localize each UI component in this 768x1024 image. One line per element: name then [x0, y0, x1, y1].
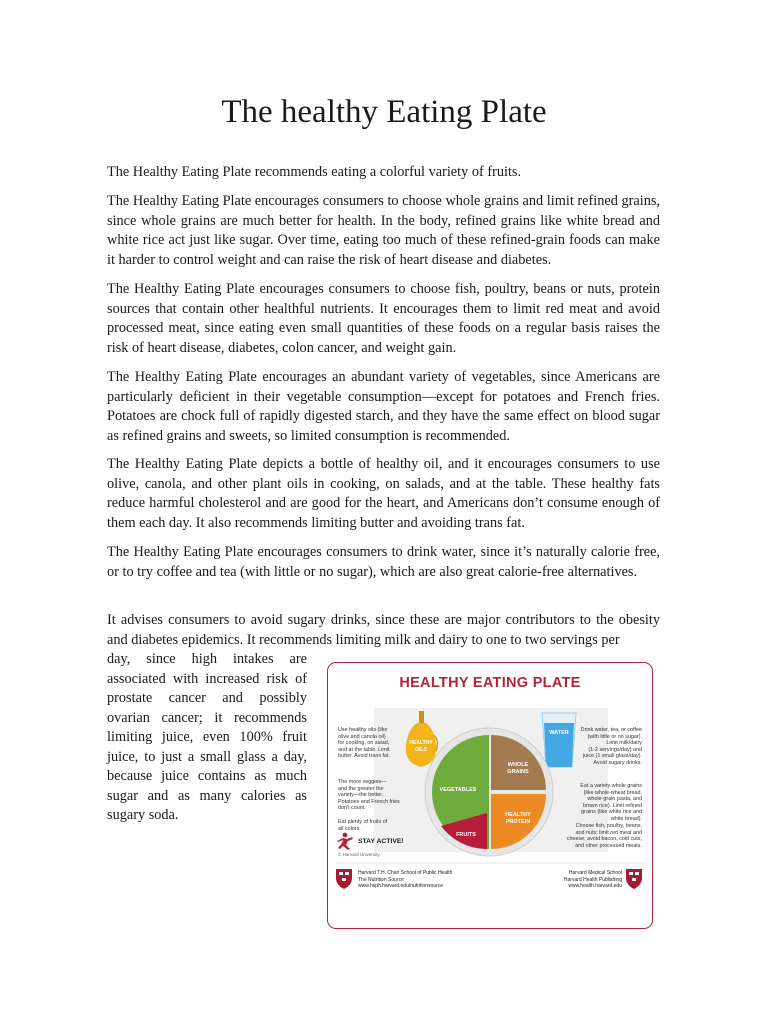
- fruits-label: FRUITS: [456, 832, 476, 838]
- water-note: Drink water, tea, or coffee (with little or no sugar). Limit milk/dairy (1-2 servings/day) and juice (1 small glass/day). Avoid sugary drinks.: [580, 727, 642, 766]
- running-person-icon: [337, 833, 353, 850]
- paragraph-protein: The Healthy Eating Plate encourages consumers to choose fish, poultry, beans or nuts, protein sources that contain other healthful nutrients. It encourages them to limit red meat and avoid processed meat, since eating even small quantities of these foods on a regular basis raises the risk of heart disease, diabetes, colon cancer, and weight gain.: [107, 281, 660, 356]
- paragraph-dairy-juice: day, since high intakes are associated with increased risk of prostate cancer and possibly ovarian cancer; it recommends limiting juice, even 100% fruit juice, to just a small glass a day, because juice contains as much sugar and as many calories as sugary soda.: [107, 651, 307, 823]
- paragraph-healthy-oil: The Healthy Eating Plate depicts a bottle of healthy oil, and it encourages consumers to use olive, canola, and other plant oils in cooking, on salads, and at the table. These healthy fats reduce harmful cholesterol and are good for the heart, and Americans don’t consume enough of them each day. It also recommends limiting butter and avoiding trans fat.: [107, 456, 660, 531]
- infographic-title: HEALTHY EATING PLATE: [399, 675, 581, 691]
- oils-label-line1: HEALTHY: [409, 740, 433, 746]
- oils-note: Use healthy oils (like olive and canola oil) for cooking, on salad, and at the table. Limit butter. Avoid trans fat.: [338, 727, 391, 760]
- page-title: The healthy Eating Plate: [221, 94, 547, 130]
- paragraph-fruits: The Healthy Eating Plate recommends eating a colorful variety of fruits.: [107, 164, 522, 180]
- grains-note: Eat a variety whole grains (like whole-wheat bread, whole-grain pasta, and brown rice). Limit refined grains (like white rice and white bread).: [580, 783, 642, 822]
- harvard-shield-left-icon: [336, 869, 352, 889]
- paragraph-whole-grains: The Healthy Eating Plate encourages consumers to choose whole grains and limit refined grains, since whole grains are much better for health. In the body, refined grains like white bread and white rice act just like sugar. Over time, eating too much of these refined-grain foods can make it harder to control weight and can raise the risk of heart disease and diabetes.: [107, 193, 660, 268]
- stay-active-label: STAY ACTIVE!: [358, 838, 404, 845]
- whole-grains-label-line2: GRAINS: [507, 769, 529, 775]
- harvard-shield-right-icon: [626, 869, 642, 889]
- oils-label-line2: OILS: [415, 747, 427, 753]
- footer-right-credit: Harvard Medical School Harvard Health Publishing www.health.harvard.edu: [563, 870, 622, 889]
- fruits-note: Eat plenty of fruits of all colors.: [338, 819, 388, 832]
- healthy-protein-label-line2: PROTEIN: [505, 819, 531, 825]
- paragraph-sugary-drinks: It advises consumers to avoid sugary drinks, since these are major contributors to the obesity and diabetes epidemics. It recommends limiting milk and dairy to one to two servings per: [107, 612, 660, 648]
- water-label: WATER: [549, 730, 569, 736]
- healthy-protein-label-line1: HEALTHY: [505, 812, 531, 818]
- copyright-text: © Harvard University: [338, 852, 380, 857]
- veggies-note: The more veggies— and the greater the variety—the better. Potatoes and French fries don't count.: [338, 779, 400, 812]
- footer-left-credit: Harvard T.H. Chan School of Public Health The Nutrition Source www.hsph.harvard.edu/nutritionsource: [358, 870, 453, 889]
- whole-grains-label-line1: WHOLE: [507, 762, 529, 768]
- paragraph-water: The Healthy Eating Plate encourages consumers to drink water, since it’s naturally calorie free, or to try coffee and tea (with little or no sugar), which are also great calorie-free alternatives.: [107, 544, 660, 580]
- protein-note: Choose fish, poultry, beans, and nuts; limit red meat and cheese; avoid bacon, cold cuts, and other processed meats.: [566, 823, 642, 849]
- paragraph-vegetables: The Healthy Eating Plate encourages an abundant variety of vegetables, since Americans are particularly deficient in their vegetable consumption—except for potatoes and French fries. Potatoes are chock full of rapidly digested starch, and they have the same effect on blood sugar as refined grains and sweets, so limited consumption is recommended.: [107, 369, 660, 444]
- healthy-eating-plate-infographic: [327, 662, 653, 929]
- vegetables-label: VEGETABLES: [439, 787, 477, 793]
